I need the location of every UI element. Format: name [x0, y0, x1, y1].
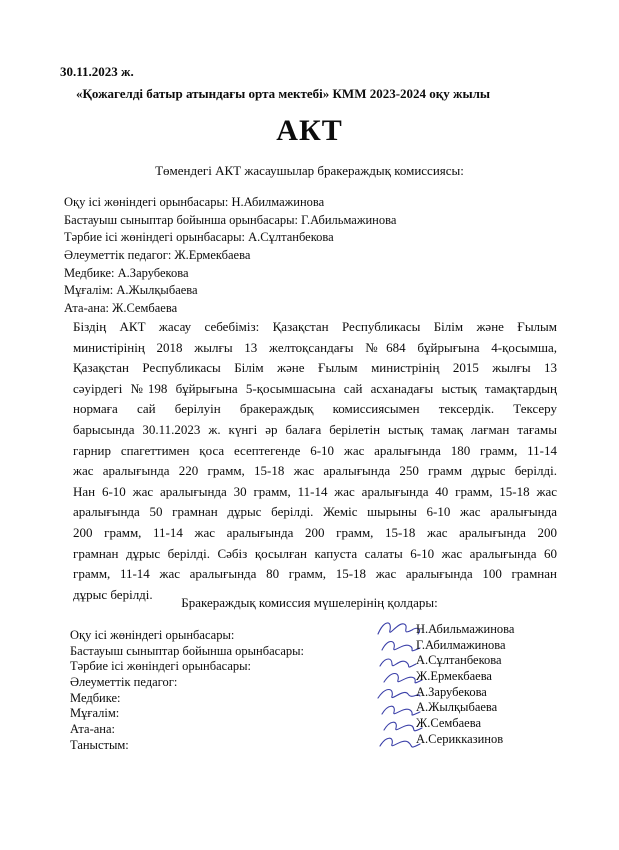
paragraph-line: гарнир спагеттимен қоса есептегенде 6-10 жас аралығында 180 грамм, 11-14: [73, 442, 557, 458]
school-line: «Қожагелді батыр атындағы орта мектебі» КММ 2023-2024 оқу жылы: [76, 86, 491, 101]
signature-name: А.Жылқыбаева: [416, 700, 498, 715]
signature-role: Бастауыш сыныптар бойынша орынбасары:: [70, 643, 305, 658]
paragraph-line: Нан 6-10 жас аралығында 30 грамм, 11-14 жас аралығында 40 грамм, 15-18 жас: [73, 483, 557, 499]
signature-name: Ж.Ермекбаева: [416, 669, 492, 684]
paragraph-line: 200 грамм, 11-14 жас аралығында 200 грамм, 15-18 жас аралығында 200: [73, 524, 557, 540]
document-date: 30.11.2023 ж.: [60, 64, 134, 79]
signature-role: Әлеуметтік педагог:: [70, 675, 178, 690]
signature-scribble: [380, 659, 416, 667]
signature-scribble: [378, 623, 420, 634]
paragraph-line: аралығында 50 грамнан дұрыс берілді. Жеміс шырыны 6-10 жас аралығында: [73, 504, 557, 520]
paragraph-line: Біздің АКТ жасау себебіміз: Қазақстан Республикасы Білім және Ғылым: [73, 319, 557, 334]
signature-name-list: [416, 622, 514, 748]
commission-member: Тәрбие ісі жөніндегі орынбасары: А.Сұлтанбекова: [64, 230, 334, 245]
signature-role: Тәрбие ісі жөніндегі орынбасары:: [70, 659, 252, 674]
commission-member: Мұғалім: А.Жылқыбаева: [64, 283, 198, 298]
signature-role: Ата-ана:: [70, 722, 115, 737]
signature-scribble: [382, 642, 420, 651]
signature-name: А.Серикказинов: [416, 731, 504, 746]
commission-member-list: [64, 194, 396, 318]
signature-name: Г.Абилмажинова: [416, 637, 506, 652]
signature-role: Мұғалім:: [70, 706, 120, 721]
paragraph-line: дұрыс берілді.: [73, 586, 153, 602]
paragraph-line: грамнан дұрыс берілді. Сәбіз қосылған капуста салаты 6-10 жас аралығында 60: [73, 545, 557, 561]
signature-role: Оқу ісі жөніндегі орынбасары:: [70, 628, 235, 642]
commission-member: Ата-ана: Ж.Сембаева: [64, 301, 178, 316]
signature-name: Н.Абильмажинова: [416, 622, 515, 636]
paragraph-line: жас аралығында 220 грамм, 15-18 жас аралығында 250 грамм дұрыс берілді.: [73, 463, 557, 479]
commission-member: Бастауыш сыныптар бойынша орынбасары: Г.Абильмажинова: [64, 212, 397, 227]
signatures-heading: Бракераждық комиссия мүшелерінің қолдары:: [181, 595, 438, 610]
paragraph-line: грамм, 11-14 жас аралығында 80 грамм, 15-18 жас аралығында 100 грамнан: [73, 566, 557, 582]
signature-name: А.Сұлтанбекова: [416, 653, 502, 668]
document-title: АКТ: [276, 114, 343, 147]
paragraph-line: сәуірдегі №198 бұйрығына 5-қосымшасына сай асханадағы ыстық тамақтардың: [73, 380, 557, 396]
commission-member: Әлеуметтік педагог: Ж.Ермекбаева: [64, 248, 251, 263]
paragraph-line: министірінің 2018 жылғы 13 желтоқсандағы №684 бұйрығына 4-қосымша,: [73, 339, 557, 355]
signature-scribble: [380, 738, 420, 747]
paragraph-line: нормаға сай берілуін бракераждық комиссиясымен тексердік. Тексеру: [73, 401, 557, 417]
commission-member: Оқу ісі жөніндегі орынбасары: Н.Абилмажинова: [64, 195, 325, 209]
signature-role: Таныстым:: [70, 737, 129, 752]
act-body-paragraph: [63, 317, 557, 605]
paragraph-line: Қазақстан Республикасы Білім және Ғылым министрінің 2015 жылғы 13: [73, 360, 557, 376]
commission-member: Медбике: А.Зарубекова: [64, 265, 189, 280]
signature-scribble: [378, 690, 420, 699]
paragraph-line: барысында 30.11.2023 ж. күнгі әр балаға берілетін ыстық тамақ лағман тағамы: [73, 421, 557, 437]
signature-role-list: [70, 628, 304, 754]
signature-role: Медбике:: [70, 690, 121, 705]
signature-name: А.Зарубекова: [416, 684, 487, 699]
signature-name: Ж.Сембаева: [416, 716, 482, 731]
commission-intro: Төмендегі АКТ жасаушылар бракераждық комиссиясы:: [155, 163, 464, 178]
signature-scribble: [382, 706, 420, 715]
